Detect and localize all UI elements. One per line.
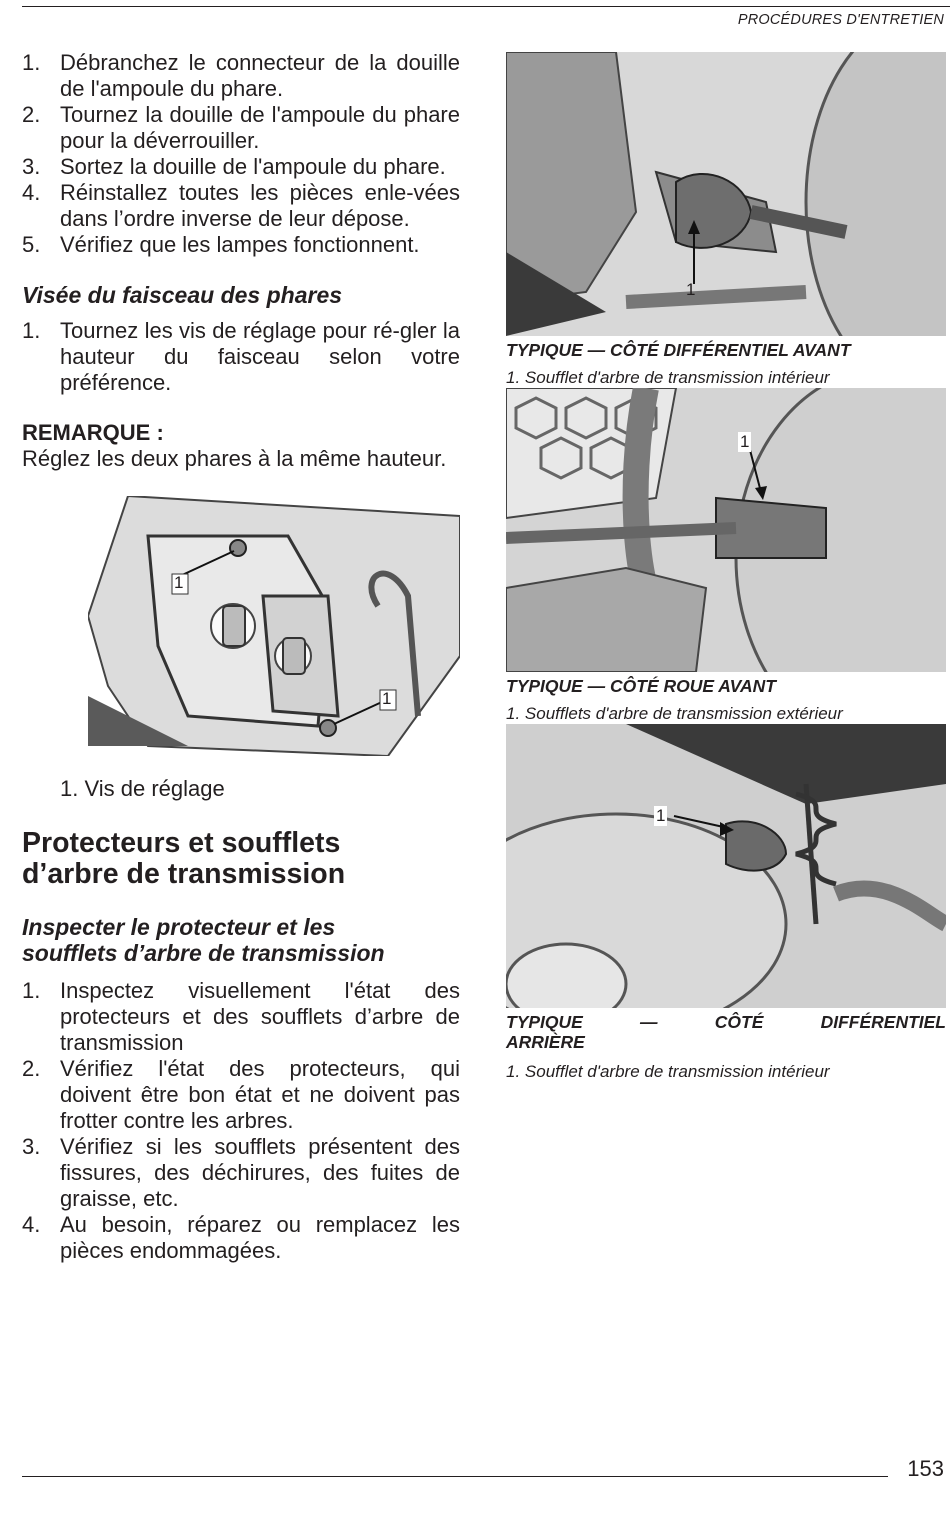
- steps-aim: [22, 318, 460, 396]
- list-item: 1. Débranchez le connecteur de la douille de l'ampoule du phare.: [22, 50, 460, 101]
- left-column: [22, 50, 460, 1264]
- list-item: 3. Sortez la douille de l'ampoule du phare.: [22, 154, 446, 179]
- list-item: 4. Réinstallez toutes les pièces enle-vées dans l’ordre inverse de leur dépose.: [22, 180, 460, 231]
- headlight-illustration: [88, 496, 460, 756]
- front-wheel-illustration: [506, 388, 946, 672]
- callout-number: 1: [656, 806, 666, 825]
- figure-caption: TYPIQUE — CÔTÉ DIFFÉRENTIEL: [506, 1012, 946, 1032]
- right-column: [506, 52, 946, 1082]
- list-item: 1. Inspectez visuellement l'état des protecteurs et des soufflets d’arbre de transmission: [22, 978, 460, 1055]
- figure-legend: 1. Soufflet d'arbre de transmission intérieur: [506, 1062, 830, 1081]
- front-differential-figure: [506, 52, 946, 336]
- rear-differential-figure: [506, 724, 946, 1008]
- callout-number: 1: [686, 280, 696, 299]
- steps-removal: [22, 50, 460, 258]
- callout-number: 1: [382, 689, 392, 708]
- list-item: 2. Tournez la douille de l'ampoule du phare pour la déverrouiller.: [22, 102, 460, 153]
- figure-legend: 1. Soufflets d'arbre de transmission extérieur: [506, 704, 843, 723]
- note-text: Réglez les deux phares à la même hauteur.: [22, 446, 447, 471]
- figure-legend: 1. Soufflet d'arbre de transmission intérieur: [506, 368, 830, 387]
- section-title: Protecteurs et soufflets d’arbre de transmission: [22, 827, 346, 890]
- front-differential-illustration: [506, 52, 946, 336]
- figure-caption: TYPIQUE — CÔTÉ ROUE AVANT: [506, 676, 776, 696]
- subheading-aim: Visée du faisceau des phares: [22, 282, 343, 308]
- figure-legend: 1. Vis de réglage: [60, 776, 225, 801]
- top-rule: [22, 6, 950, 7]
- figure-caption-cont: ARRIÈRE: [506, 1032, 585, 1052]
- bottom-rule: [22, 1476, 888, 1477]
- front-wheel-figure: [506, 388, 946, 672]
- note-label: REMARQUE :: [22, 420, 164, 445]
- headlight-figure: [88, 496, 460, 756]
- rear-differential-illustration: [506, 724, 946, 1008]
- figure-caption: TYPIQUE — CÔTÉ DIFFÉRENTIEL AVANT: [506, 340, 851, 360]
- steps-inspect: [22, 978, 460, 1264]
- list-item: 1. Tournez les vis de réglage pour ré-gler la hauteur du faisceau selon votre préférence.: [22, 318, 460, 395]
- list-item: 3. Vérifiez si les soufflets présentent des fissures, des déchirures, des fuites de graisse, etc.: [22, 1134, 460, 1211]
- list-item: 5. Vérifiez que les lampes fonctionnent.: [22, 232, 420, 257]
- list-item: 2. Vérifiez l'état des protecteurs, qui doivent être bon état et ne doivent pas frotter contre les arbres.: [22, 1056, 460, 1133]
- list-item: 4. Au besoin, réparez ou remplacez les pièces endommagées.: [22, 1212, 460, 1263]
- callout-number: 1: [174, 573, 184, 592]
- running-header: PROCÉDURES D'ENTRETIEN: [737, 12, 944, 28]
- page-number: 153: [907, 1456, 944, 1481]
- callout-number: 1: [740, 432, 750, 451]
- subheading-inspect: Inspecter le protecteur et les soufflets d’arbre de transmission: [22, 914, 385, 966]
